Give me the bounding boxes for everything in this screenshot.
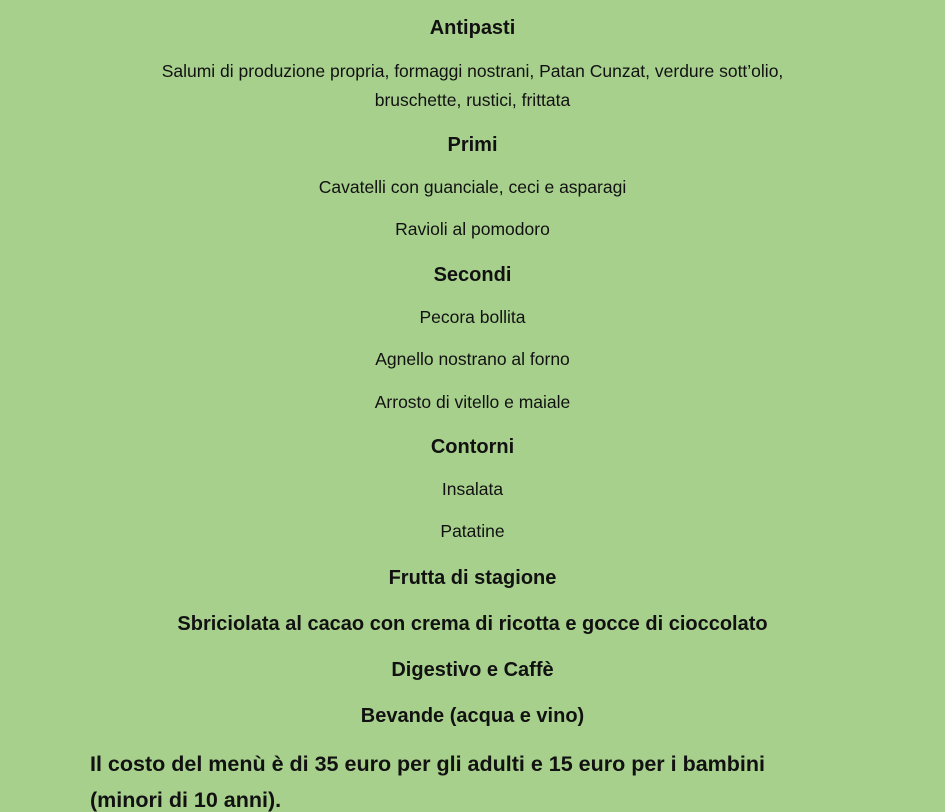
secondi-heading: Secondi: [433, 264, 512, 286]
primi-item-ravioli: Ravioli al pomodoro: [395, 219, 550, 239]
antipasti-description-line-2: bruschette, rustici, frittata: [374, 90, 571, 110]
frutta-line: Frutta di stagione: [388, 567, 557, 589]
antipasti-heading: Antipasti: [429, 17, 516, 39]
cost-line-1: Il costo del menù è di 35 euro per gli adulti e 15 euro per i bambini: [90, 752, 766, 776]
antipasti-description-line-1: Salumi di produzione propria, formaggi nostrani, Patan Cunzat, verdure sott’olio,: [161, 61, 784, 81]
secondi-item-arrosto: Arrosto di vitello e maiale: [374, 392, 571, 412]
bevande-line: Bevande (acqua e vino): [360, 705, 585, 727]
primi-heading: Primi: [447, 134, 498, 156]
contorni-item-patatine: Patatine: [440, 521, 505, 541]
secondi-item-pecora: Pecora bollita: [419, 307, 526, 327]
primi-item-cavatelli: Cavatelli con guanciale, ceci e asparagi: [318, 177, 627, 197]
cost-line-2: (minori di 10 anni).: [90, 788, 282, 812]
secondi-item-agnello: Agnello nostrano al forno: [375, 349, 570, 369]
contorni-heading: Contorni: [430, 436, 515, 458]
dolce-line: Sbriciolata al cacao con crema di ricotta e gocce di cioccolato: [177, 613, 768, 635]
digestivo-line: Digestivo e Caffè: [391, 659, 554, 681]
contorni-item-insalata: Insalata: [441, 479, 504, 499]
